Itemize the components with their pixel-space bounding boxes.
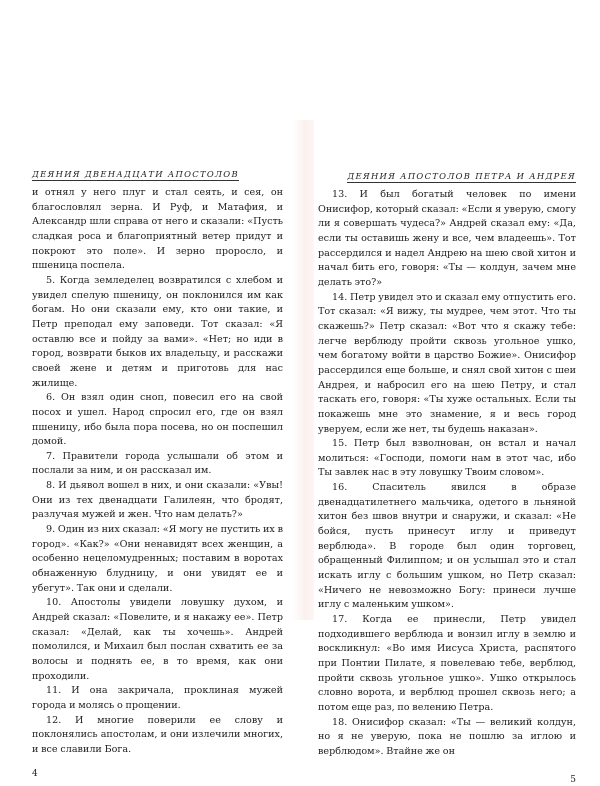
paragraph: 6. Он взял один сноп, повесил его на свой посох и ушел. Народ спросил его, где он взял пшеницу, ибо была пора посева, но он поспешил домой. <box>32 392 283 448</box>
book-gutter <box>292 120 314 620</box>
left-page <box>32 162 283 780</box>
paragraph: и отнял у него плуг и стал сеять, и сея, он благословлял зерна. И Руф, и Матафия, и Александр шли справа от него и сказали: «Пусть сладкая роса и благоприятный ветер придут и покроют это поле». И зерно проросло, и пшеница поспела. <box>32 187 283 272</box>
paragraph: 15. Петр был взволнован, он встал и начал молиться: «Господи, помоги нам в этот час, ибо Ты завлек нас в эту ловушку Твоим словом». <box>318 438 576 479</box>
paragraph: 12. И многие поверили ее слову и поклонялись апостолам, и они излечили многих, и все славили Бога. <box>32 714 283 755</box>
page-number: 5 <box>570 774 576 785</box>
paragraph: 16. Спаситель явился в образе двенадцатилетнего мальчика, одетого в льняной хитон без швов внутри и снаружи, и сказал: «Не бойся, пусть принесут иглу и приведут верблюда». В городе был один торговец, обращенный Филиппом; и он услышал это и стал искать иглу с большим ушком, но Петр сказал: «Ничего не невозможно Богу: принеси лучше иглу с маленьким ушком». <box>318 482 576 611</box>
paragraph: 5. Когда земледелец возвратился с хлебом и увидел спелую пшеницу, он поклонился им как богам. Но они сказали ему, кто они такие, и Петр преподал ему заповеди. Тот сказал: «Я оставлю все и пойду за вами». «Нет; но иди в город, возврати быков их владельцу, и расскажи своей жене и детям и приготовь для нас жилище. <box>32 274 283 389</box>
page-number: 4 <box>32 768 38 779</box>
paragraph: 9. Один из них сказал: «Я могу не пустить их в город». «Как?» «Они ненавидят всех женщин, а особенно нецеломудренных; поставим в воротах обнаженную блудницу, и они увидят ее и убегут». Так они и сделали. <box>32 524 283 594</box>
paragraph: 18. Онисифор сказал: «Ты — великий колдун, но я не уверую, пока не пошлю за иглою и верблюдом». Втайне же он <box>318 716 576 757</box>
running-header: ДЕЯНИЯ ДВЕНАДЦАТИ АПОСТОЛОВ <box>32 169 239 179</box>
running-header: ДЕЯНИЯ АПОСТОЛОВ ПЕТРА И АНДРЕЯ <box>347 171 576 181</box>
right-page <box>318 162 576 786</box>
paragraph: 8. И дьявол вошел в них, и они сказали: «Увы! Они из тех двенадцати Галилеян, что бродят, разлучая мужей и жен. Что нам делать?» <box>32 480 283 521</box>
paragraph: 14. Петр увидел это и сказал ему отпустить его. Тот сказал: «Я вижу, ты мудрее, чем этот. Что ты скажешь?» Петр сказал: «Вот что я скажу тебе: легче верблюду пройти сквозь угольное ушко, чем богатому войти в царство Божие». Онисифор рассердился еще больше, и снял свой хитон с шеи Андрея, и набросил его на шею Петру, и стал таскать его, говоря: «Ты хуже остальных. Если ты покажешь мне это знамение, я и весь город уверуем, если же нет, ты будешь наказан». <box>318 291 576 435</box>
paragraph: 7. Правители города услышали об этом и послали за ним, и он рассказал им. <box>32 450 283 477</box>
paragraph: 17. Когда ее принесли, Петр увидел подходившего верблюда и вонзил иглу в землю и воскликнул: «Во имя Иисуса Христа, распятого при Понтии Пилате, я повелеваю тебе, верблюд, пройти сквозь угольное ушко». Ушко открылось словно ворота, и верблюд прошел сквозь него; а потом еще раз, по велению Петра. <box>318 614 576 713</box>
paragraph: 11. И она закричала, проклиная мужей города и молясь о прощении. <box>32 685 283 711</box>
paragraph: 10. Апостолы увидели ловушку духом, и Андрей сказал: «Повелите, и я накажу ее». Петр сказал: «Делай, как ты хочешь». Андрей помолился, и Михаил был послан схватить ее за волосы и поднять ее, в то время, как они проходили. <box>32 597 283 682</box>
paragraph: 13. И был богатый человек по имени Онисифор, который сказал: «Если я уверую, смогу ли я совершать чудеса?» Андрей сказал ему: «Да, если ты оставишь жену и все, чем владеешь». Тот рассердился и надел Андрею на шею свой хитон и начал бить его, говоря: «Ты — колдун, зачем мне делать это?» <box>318 189 576 288</box>
